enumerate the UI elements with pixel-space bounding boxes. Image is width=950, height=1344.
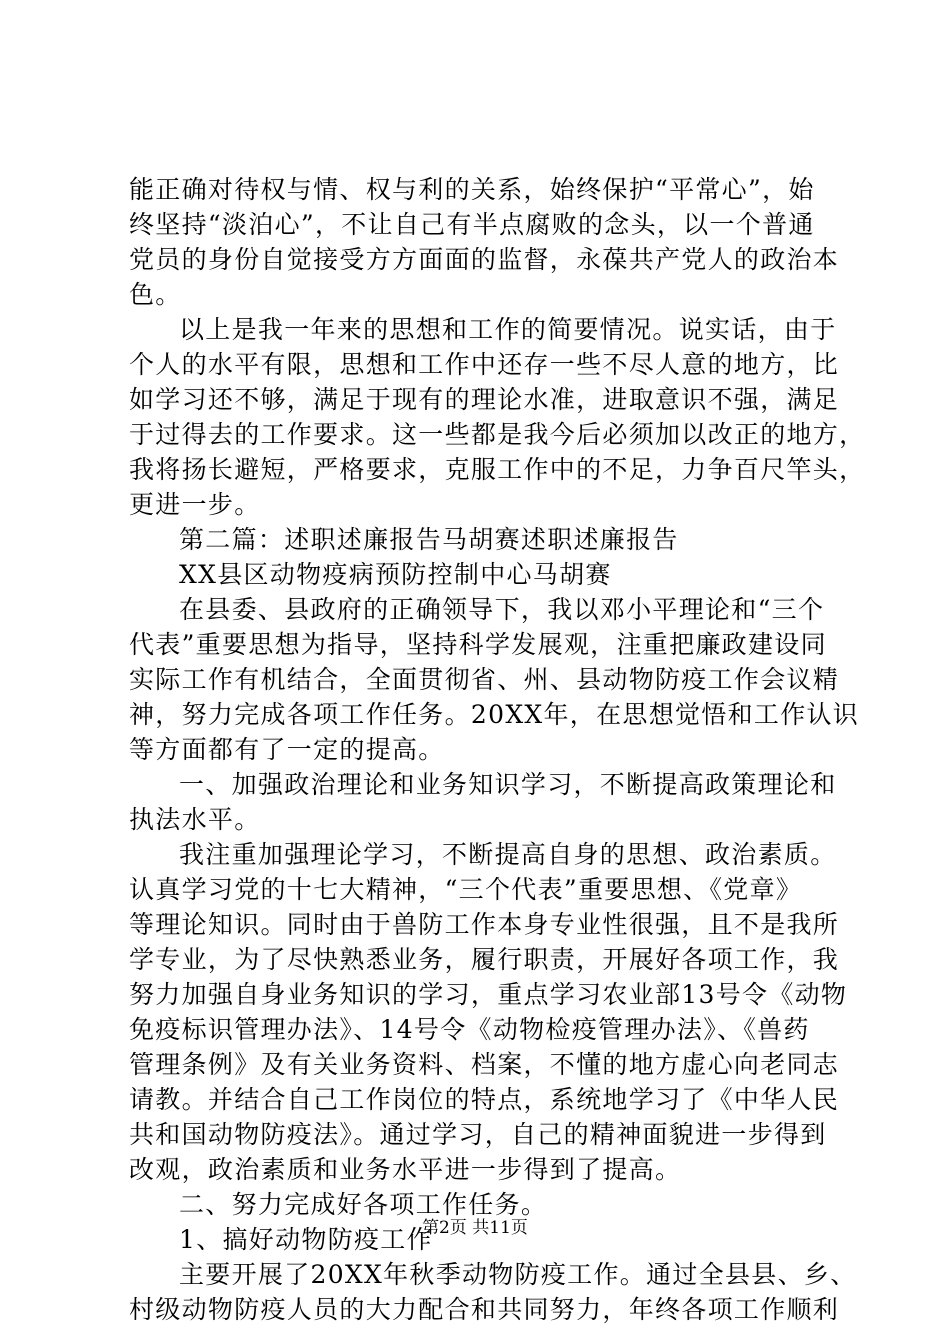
subheading-line: 1、搞好动物防疫工作 <box>179 1225 433 1254</box>
text-line: 于过得去的工作要求。这一些都是我今后必须加以改正的地方， <box>129 420 866 449</box>
text-line: 共和国动物防疫法》。通过学习，自己的精神面貌进一步得到 <box>129 1120 827 1149</box>
heading-line: 二、努力完成好各项工作任务。 <box>179 1190 548 1219</box>
paragraph-start-line: 在县委、县政府的正确领导下，我以邓小平理论和“三个 <box>179 595 825 624</box>
paragraph-start-line: 以上是我一年来的思想和工作的简要情况。说实话，由于 <box>179 315 837 344</box>
text-line: 党员的身份自觉接受方方面面的监督，永葆共产党人的政治本 <box>129 245 840 274</box>
text-line: 能正确对待权与情、权与利的关系，始终保护“平常心”，始 <box>129 175 815 204</box>
text-line: 终坚持“淡泊心”，不让自己有半点腐败的念头，以一个普通 <box>129 210 815 239</box>
text-line: 实际工作有机结合，全面贯彻省、州、县动物防疫工作会议精 <box>129 665 840 694</box>
text-line: 请教。并结合自己工作岗位的特点，系统地学习了《中华人民 <box>129 1085 840 1114</box>
text-line: 更进一步。 <box>129 490 261 519</box>
paragraph-start-line: 主要开展了20XX年秋季动物防疫工作。通过全县县、乡、 <box>179 1260 857 1289</box>
text-line: 色。 <box>129 280 182 309</box>
text-line: 代表”重要思想为指导，坚持科学发展观，注重把廉政建设同 <box>129 630 827 659</box>
text-line: 神，努力完成各项工作任务。20XX年，在思想觉悟和工作认识 <box>129 700 860 729</box>
text-line: 改观，政治素质和业务水平进一步得到了提高。 <box>129 1155 682 1184</box>
text-line: 学专业，为了尽快熟悉业务，履行职责，开展好各项工作，我 <box>129 945 840 974</box>
text-line: 免疫标识管理办法》、14号令《动物检疫管理办法》、《兽药 <box>129 1015 810 1044</box>
heading-line: 一、加强政治理论和业务知识学习，不断提高政策理论和 <box>179 770 837 799</box>
body-text <box>129 172 866 1327</box>
text-line: 执法水平。 <box>129 805 261 834</box>
paragraph-start-line: 我注重加强理论学习，不断提高自身的思想、政治素质。 <box>179 840 837 869</box>
text-line: 如学习还不够，满足于现有的理论水准，进取意识不强，满足 <box>129 385 840 414</box>
page-footer: 第2页 共11页 <box>422 1218 528 1238</box>
author-line: XX县区动物疫病预防控制中心马胡赛 <box>179 560 612 589</box>
text-line: 管理条例》及有关业务资料、档案，不懂的地方虚心向老同志 <box>129 1050 840 1079</box>
text-line: 等方面都有了一定的提高。 <box>129 735 445 764</box>
text-line: 努力加强自身业务知识的学习，重点学习农业部13号令《动物 <box>129 980 848 1009</box>
text-line: 个人的水平有限，思想和工作中还存一些不尽人意的地方，比 <box>129 350 840 379</box>
text-line: 认真学习党的十七大精神，“三个代表”重要思想、《党章》 <box>129 875 803 904</box>
text-line: 村级动物防疫人员的大力配合和共同努力，年终各项工作顺利 <box>129 1295 840 1324</box>
section-title: 第二篇：述职述廉报告马胡赛述职述廉报告 <box>179 525 679 554</box>
text-line: 我将扬长避短，严格要求，克服工作中的不足，力争百尺竿头， <box>129 455 866 484</box>
text-line: 等理论知识。同时由于兽防工作本身专业性很强，且不是我所 <box>129 910 840 939</box>
